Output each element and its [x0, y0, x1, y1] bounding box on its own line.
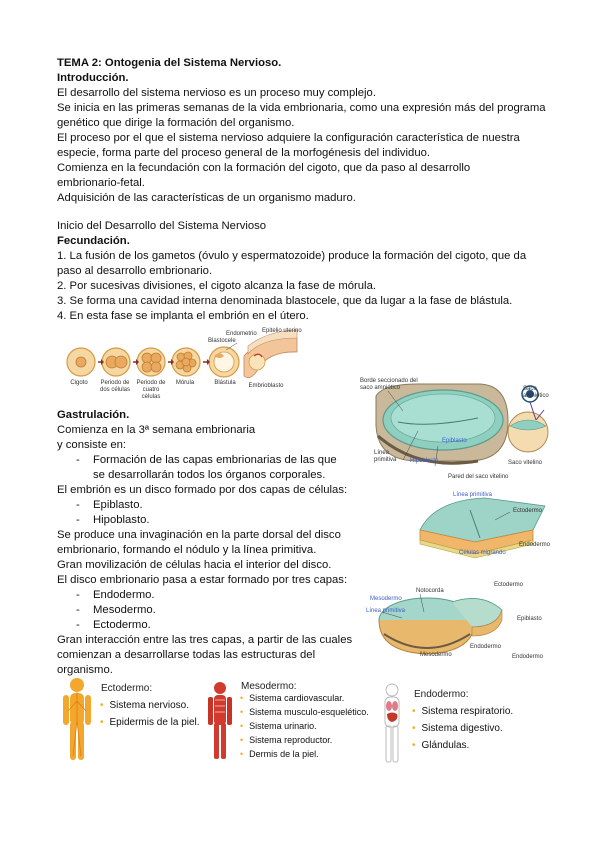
fig2-label: Saco vitelino: [508, 460, 543, 466]
fig1-caption: Blástula: [214, 380, 236, 386]
fig2-label: Pared del saco vitelino: [448, 474, 509, 480]
germ-layer-item: • Sistema musculo-esquelético.: [240, 707, 369, 717]
final-line: Gran interacción entre las tres capas, a partir de las cuales: [57, 634, 353, 646]
germ-layer-item: • Sistema digestivo.: [412, 723, 503, 734]
list-item: Mesodermo.: [93, 604, 156, 616]
fig2-label: Hipoblasto: [410, 458, 439, 464]
intro-line: especie, forma parte del proceso general de la morfogénesis del individuo.: [57, 147, 431, 159]
invag-line: embrionario, formando el nódulo y la línea primitiva.: [57, 544, 317, 556]
embryonic-disc-figure: [358, 376, 558, 486]
intro-line: El desarrollo del sistema nervioso es un proceso muy complejo.: [57, 87, 376, 99]
fecundacion-line: paso al desarrollo embrionario.: [57, 265, 213, 277]
germ-layer-title: Ectodermo:: [101, 683, 153, 694]
mesoderm-body-icon: [206, 680, 234, 762]
germ-layer-item: • Sistema urinario.: [240, 721, 317, 731]
fig2-label: Epiblasto: [442, 438, 467, 444]
list-item: Ectodermo.: [93, 619, 151, 631]
intro-heading: Introducción.: [57, 72, 129, 84]
gastrulacion-line: Comienza en la 3ª semana embrionaria: [57, 424, 256, 436]
fig4-label: Endodermo: [470, 644, 502, 650]
fig2-label: Saco amniótico: [523, 386, 549, 399]
fig3-label: Endodermo: [519, 542, 551, 548]
germ-layer-item: • Glándulas.: [412, 740, 470, 751]
intro-line: El proceso por el que el sistema nervioso adquiere la configuración característica de nuestra: [57, 132, 520, 144]
fig3-label: Ectodermo: [513, 508, 543, 514]
germ-layer-item: • Sistema cardiovascular.: [240, 693, 345, 703]
fig1-caption: Periodo de cuatro células: [136, 380, 166, 400]
germ-layer-item: • Sistema respiratorio.: [412, 706, 514, 717]
intro-line: Adquisición de las características de un organismo maduro.: [57, 192, 356, 204]
fecundacion-line: 4. En esta fase se implanta el embrión en el útero.: [57, 310, 309, 322]
list-dash: -: [76, 454, 80, 466]
fig1-caption: Cigoto: [70, 380, 88, 386]
fecundacion-heading: Fecundación.: [57, 235, 130, 247]
fig1-caption: Periodo de dos células: [99, 380, 131, 393]
list-item: se desarrollarán todos los órganos corporales.: [93, 469, 326, 481]
germ-layer-item: • Sistema reproductor.: [240, 735, 333, 745]
fig2-label: Línea primitiva: [374, 450, 397, 463]
fecundacion-line: 1. La fusión de los gametos (óvulo y espermatozoide) produce la formación del cigoto, que da: [57, 250, 527, 262]
list-item: Hipoblasto.: [93, 514, 150, 526]
fig3-label: Línea primitiva: [453, 492, 493, 498]
section-title: Inicio del Desarrollo del Sistema Nervioso: [57, 220, 267, 232]
final-line: organismo.: [57, 664, 113, 676]
invag-line: Gran movilización de células hacia el interior del disco.: [57, 559, 332, 571]
list-dash: -: [76, 499, 80, 511]
fig4-label: Epiblasto: [517, 616, 542, 622]
germ-layer-item: • Epidermis de la piel.: [100, 717, 200, 728]
ectoderm-body-icon: [60, 676, 94, 762]
fig2-label: Borde seccionado del saco amniótico: [360, 378, 418, 391]
intro-line: Se inicia en las primeras semanas de la vida embrionaria, como una expresión más del programa: [57, 102, 546, 114]
germ-layer-item: • Dermis de la piel.: [240, 749, 319, 759]
list-dash: -: [76, 514, 80, 526]
list-dash: -: [76, 604, 80, 616]
list-dash: -: [76, 619, 80, 631]
fig4-label: Ectodermo: [494, 582, 524, 588]
endoderm-body-icon: [377, 682, 407, 764]
list-item: Endodermo.: [93, 589, 155, 601]
disco-line: El embrión es un disco formado por dos capas de células:: [57, 484, 348, 496]
cell-migration-figure: [415, 490, 555, 560]
invag-line: El disco embrionario pasa a estar formado por tres capas:: [57, 574, 348, 586]
fig1-caption: Embrioblasto: [248, 383, 284, 389]
intro-line: embrionario-fetal.: [57, 177, 145, 189]
fecundacion-line: 3. Se forma una cavidad interna denominada blastocele, que da lugar a la fase de blástula.: [57, 295, 513, 307]
fig4-label: Mesodermo: [370, 596, 402, 602]
germ-layer-item: • Sistema nervioso.: [100, 700, 189, 711]
fig4-label: Mesodermo: [420, 652, 452, 658]
page-title: TEMA 2: Ontogenia del Sistema Nervioso.: [57, 57, 282, 69]
intro-line: Comienza en la fecundación con la formación del cigoto, que da paso al desarrollo: [57, 162, 471, 174]
fig1-label: Blastocele: [208, 338, 236, 344]
invag-line: Se produce una invaginación en la parte dorsal del disco: [57, 529, 341, 541]
list-item: Epiblasto.: [93, 499, 143, 511]
fig4-label: Notocorda: [416, 588, 444, 594]
intro-line: genético que dirige la formación del organismo.: [57, 117, 295, 129]
final-line: comienzan a desarrollarse todas las estructuras del: [57, 649, 316, 661]
gastrulacion-heading: Gastrulación.: [57, 409, 130, 421]
fecundacion-line: 2. Por sucesivas divisiones, el cigoto alcanza la fase de mórula.: [57, 280, 376, 292]
list-dash: -: [76, 589, 80, 601]
gastrulacion-line: y consiste en:: [57, 439, 127, 451]
fig1-label: Epitelio uterino: [262, 328, 302, 334]
germ-layer-title: Mesodermo:: [241, 681, 297, 692]
fig1-label: Endometrio: [226, 331, 257, 337]
list-item: Formación de las capas embrionarias de las que: [93, 454, 337, 466]
fig4-label: Endodermo: [512, 654, 544, 660]
three-layers-figure: [362, 582, 562, 667]
fig1-caption: Mórula: [175, 380, 195, 386]
germ-layer-title: Endodermo:: [414, 689, 469, 700]
fig3-label: Células migrando: [459, 550, 506, 556]
fig4-label: Línea primitiva: [366, 608, 406, 614]
